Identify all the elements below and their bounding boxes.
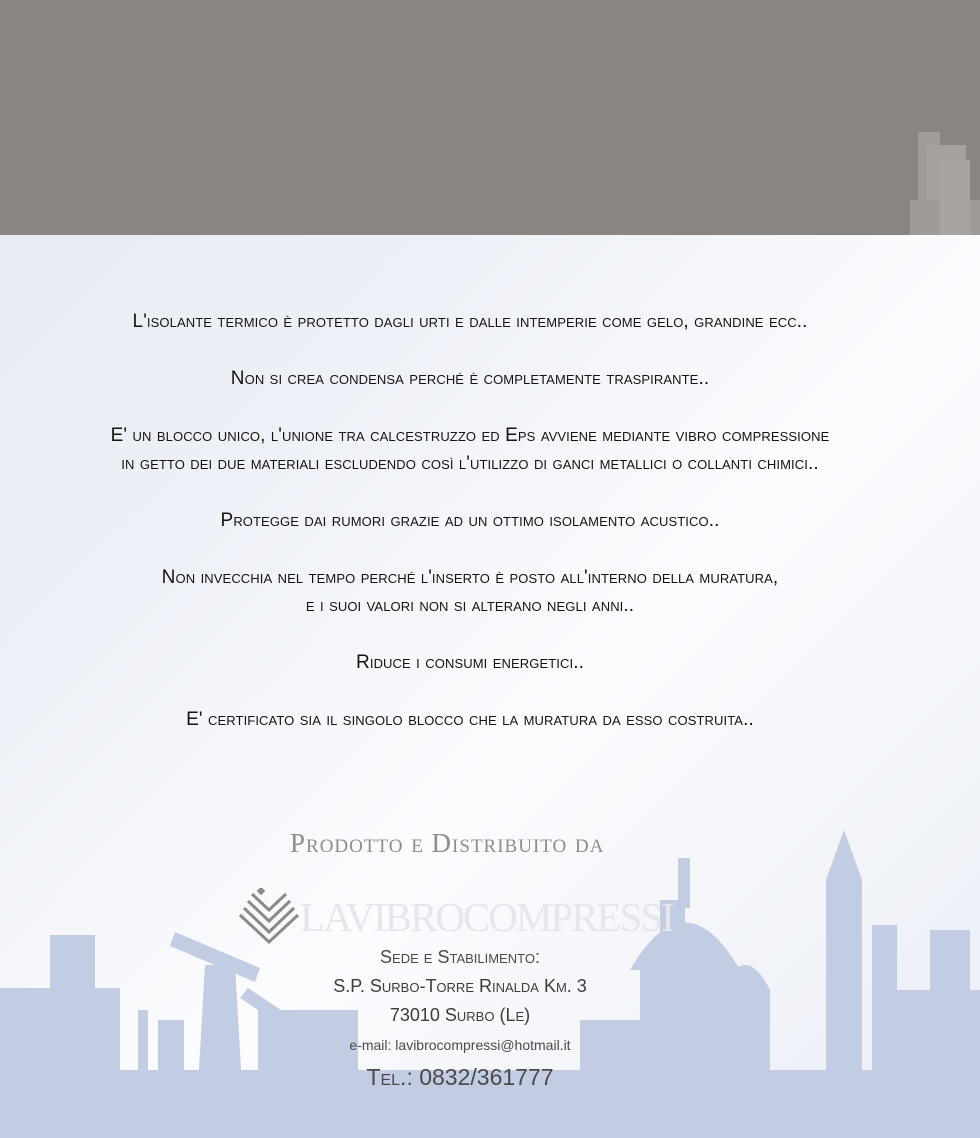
feature-line: Protegge dai rumori grazie ad un ottimo isolamento acustico.. — [220, 510, 720, 531]
feature-line: E' un blocco unico, l'unione tra calcestruzzo ed Eps avviene mediante vibro compressione — [110, 425, 830, 446]
band-buildings-icon — [910, 0, 980, 235]
feature-line: e i suoi valori non si alterano negli anni.. — [305, 595, 635, 616]
feature-line: Non si crea condensa perché è completamente traspirante.. — [230, 368, 710, 389]
phone-text: Tel.: 0832/361777 — [366, 1064, 554, 1090]
email-link[interactable]: e-mail: lavibrocompressi@hotmail.it — [349, 1037, 571, 1053]
city-text: 73010 Surbo (Le) — [389, 1005, 531, 1025]
feature-line: Non invecchia nel tempo perché l'inserto è posto all'interno della muratura, — [161, 567, 779, 588]
feature-item — [0, 564, 940, 620]
feature-item — [0, 507, 940, 535]
feature-item — [0, 308, 940, 336]
brand-name: LAVIBROCOMPRESSI — [300, 894, 673, 940]
sede-label: Sede e Stabilimento: — [380, 947, 540, 967]
features-list — [0, 308, 940, 763]
address-text: S.P. Surbo-Torre Rinalda Km. 3 — [333, 976, 587, 996]
top-grey-band — [0, 0, 980, 235]
contact-block — [310, 942, 610, 1094]
feature-item — [0, 365, 940, 393]
feature-item — [0, 706, 940, 734]
chevron-stack-logo-icon — [238, 888, 300, 948]
feature-item — [0, 422, 940, 478]
feature-line: Riduce i consumi energetici.. — [356, 652, 584, 673]
feature-item — [0, 649, 940, 677]
feature-line: L'isolante termico è protetto dagli urti e dalle intemperie come gelo, grandine ecc.. — [132, 311, 808, 332]
feature-line: in getto dei due materiali escludendo così l'utilizzo di ganci metallici o collanti chimici.. — [121, 453, 819, 474]
producer-label: Prodotto e Distribuito da — [290, 828, 605, 858]
feature-line: E' certificato sia il singolo blocco che la muratura da esso costruita.. — [186, 709, 754, 730]
